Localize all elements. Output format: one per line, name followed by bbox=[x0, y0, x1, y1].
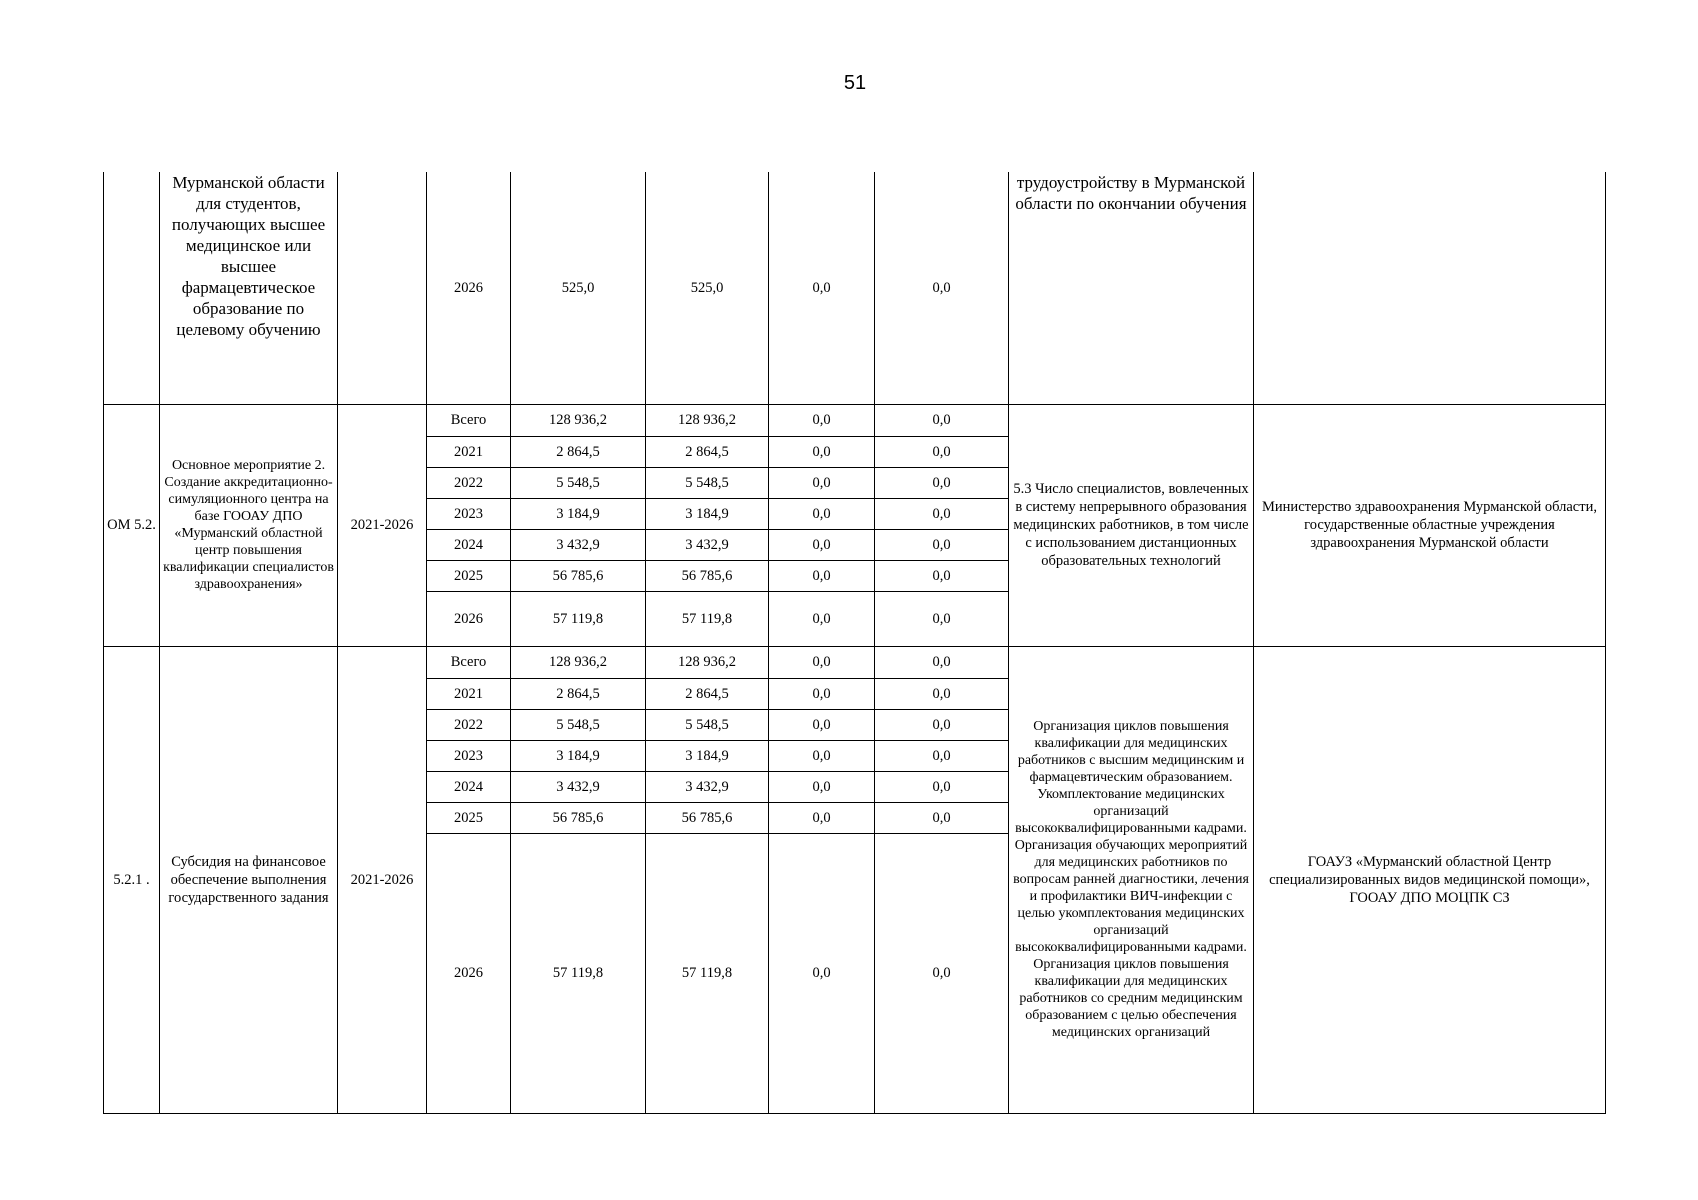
federal-cell: 0,0 bbox=[769, 802, 875, 833]
federal-cell: 0,0 bbox=[769, 709, 875, 740]
indicator-cell: трудоустройству в Мурманской области по окончании обучения bbox=[1009, 172, 1254, 404]
federal-cell: 0,0 bbox=[769, 678, 875, 709]
federal-cell: 0,0 bbox=[769, 498, 875, 529]
other-cell: 0,0 bbox=[875, 678, 1009, 709]
regional-cell: 3 432,9 bbox=[646, 771, 769, 802]
executor-cell bbox=[1254, 172, 1606, 404]
other-cell: 0,0 bbox=[875, 498, 1009, 529]
measure-name: Мурманской области для студентов, получающих высшее медицинское или высшее фармацевтическое образование по целевому обучению bbox=[160, 172, 338, 404]
year-cell: Всего bbox=[427, 404, 511, 436]
federal-cell: 0,0 bbox=[769, 833, 875, 1113]
row-code: ОМ 5.2. bbox=[104, 404, 160, 646]
other-cell: 0,0 bbox=[875, 467, 1009, 498]
executor-cell: ГОАУЗ «Мурманский областной Центр специализированных видов медицинской помощи», ГООАУ ДПО МОЦПК СЗ bbox=[1254, 646, 1606, 1113]
year-cell: 2024 bbox=[427, 771, 511, 802]
regional-cell: 57 119,8 bbox=[646, 833, 769, 1113]
other-cell: 0,0 bbox=[875, 802, 1009, 833]
regional-cell: 5 548,5 bbox=[646, 709, 769, 740]
regional-cell: 3 184,9 bbox=[646, 498, 769, 529]
federal-cell: 0,0 bbox=[769, 646, 875, 678]
year-cell: 2023 bbox=[427, 498, 511, 529]
year-cell: 2022 bbox=[427, 709, 511, 740]
total-cell: 128 936,2 bbox=[511, 404, 646, 436]
year-cell: 2023 bbox=[427, 740, 511, 771]
other-cell: 0,0 bbox=[875, 436, 1009, 467]
federal-cell: 0,0 bbox=[769, 436, 875, 467]
executor-cell: Министерство здравоохранения Мурманской области, государственные областные учреждения здравоохранения Мурманской области bbox=[1254, 404, 1606, 646]
table-row bbox=[104, 646, 1606, 678]
year-cell: 2026 bbox=[427, 172, 511, 404]
regional-cell: 5 548,5 bbox=[646, 467, 769, 498]
total-cell: 2 864,5 bbox=[511, 678, 646, 709]
page-number: 51 bbox=[843, 72, 867, 94]
total-cell: 2 864,5 bbox=[511, 436, 646, 467]
total-cell: 5 548,5 bbox=[511, 467, 646, 498]
regional-cell: 2 864,5 bbox=[646, 678, 769, 709]
total-cell: 56 785,6 bbox=[511, 560, 646, 591]
row-code: 5.2.1 . bbox=[104, 646, 160, 1113]
other-cell: 0,0 bbox=[875, 172, 1009, 404]
measure-name: Субсидия на финансовое обеспечение выполнения государственного задания bbox=[160, 646, 338, 1113]
federal-cell: 0,0 bbox=[769, 740, 875, 771]
other-cell: 0,0 bbox=[875, 560, 1009, 591]
regional-cell: 525,0 bbox=[646, 172, 769, 404]
indicator-cell: 5.3 Число специалистов, вовлеченных в систему непрерывного образования медицинских работников, в том числе с использованием дистанционных образовательных технологий bbox=[1009, 404, 1254, 646]
total-cell: 128 936,2 bbox=[511, 646, 646, 678]
total-cell: 3 184,9 bbox=[511, 498, 646, 529]
federal-cell: 0,0 bbox=[769, 467, 875, 498]
row-code bbox=[104, 172, 160, 404]
total-cell: 56 785,6 bbox=[511, 802, 646, 833]
federal-cell: 0,0 bbox=[769, 591, 875, 646]
total-cell: 5 548,5 bbox=[511, 709, 646, 740]
regional-cell: 128 936,2 bbox=[646, 646, 769, 678]
program-table bbox=[103, 172, 1606, 1114]
regional-cell: 128 936,2 bbox=[646, 404, 769, 436]
year-cell: 2026 bbox=[427, 833, 511, 1113]
year-cell: 2026 bbox=[427, 591, 511, 646]
total-cell: 3 184,9 bbox=[511, 740, 646, 771]
other-cell: 0,0 bbox=[875, 646, 1009, 678]
total-cell: 57 119,8 bbox=[511, 833, 646, 1113]
other-cell: 0,0 bbox=[875, 833, 1009, 1113]
period: 2021-2026 bbox=[338, 404, 427, 646]
federal-cell: 0,0 bbox=[769, 560, 875, 591]
federal-cell: 0,0 bbox=[769, 404, 875, 436]
year-cell: 2025 bbox=[427, 802, 511, 833]
regional-cell: 3 432,9 bbox=[646, 529, 769, 560]
year-cell: 2024 bbox=[427, 529, 511, 560]
federal-cell: 0,0 bbox=[769, 529, 875, 560]
year-cell: 2022 bbox=[427, 467, 511, 498]
indicator-cell: Организация циклов повышения квалификации для медицинских работников с высшим медицинским и фармацевтическим образованием. Укомплектование медицинских организаций высококвалифицированными кадрами. Организация обучающих мероприятий для медицинских работников по вопросам ранней диагностики, лечения и профилактики ВИЧ-инфекции с целью укомплектования медицинских организаций высококвалифицированными кадрами. Организация циклов повышения квалификации для медицинских работников со средним медицинским образованием с целью обеспечения медицинских организаций bbox=[1009, 646, 1254, 1113]
total-cell: 57 119,8 bbox=[511, 591, 646, 646]
regional-cell: 56 785,6 bbox=[646, 560, 769, 591]
other-cell: 0,0 bbox=[875, 771, 1009, 802]
federal-cell: 0,0 bbox=[769, 771, 875, 802]
total-cell: 3 432,9 bbox=[511, 529, 646, 560]
regional-cell: 3 184,9 bbox=[646, 740, 769, 771]
regional-cell: 56 785,6 bbox=[646, 802, 769, 833]
measure-name: Основное мероприятие 2. Создание аккредитационно-симуляционного центра на базе ГООАУ ДПО «Мурманский областной центр повышения квалификации специалистов здравоохранения» bbox=[160, 404, 338, 646]
other-cell: 0,0 bbox=[875, 529, 1009, 560]
total-cell: 3 432,9 bbox=[511, 771, 646, 802]
regional-cell: 2 864,5 bbox=[646, 436, 769, 467]
table-row bbox=[104, 404, 1606, 436]
year-cell: 2021 bbox=[427, 436, 511, 467]
total-cell: 525,0 bbox=[511, 172, 646, 404]
period bbox=[338, 172, 427, 404]
year-cell: 2025 bbox=[427, 560, 511, 591]
other-cell: 0,0 bbox=[875, 740, 1009, 771]
continuation-row bbox=[104, 172, 1606, 404]
federal-cell: 0,0 bbox=[769, 172, 875, 404]
year-cell: Всего bbox=[427, 646, 511, 678]
period: 2021-2026 bbox=[338, 646, 427, 1113]
other-cell: 0,0 bbox=[875, 591, 1009, 646]
other-cell: 0,0 bbox=[875, 404, 1009, 436]
year-cell: 2021 bbox=[427, 678, 511, 709]
regional-cell: 57 119,8 bbox=[646, 591, 769, 646]
other-cell: 0,0 bbox=[875, 709, 1009, 740]
